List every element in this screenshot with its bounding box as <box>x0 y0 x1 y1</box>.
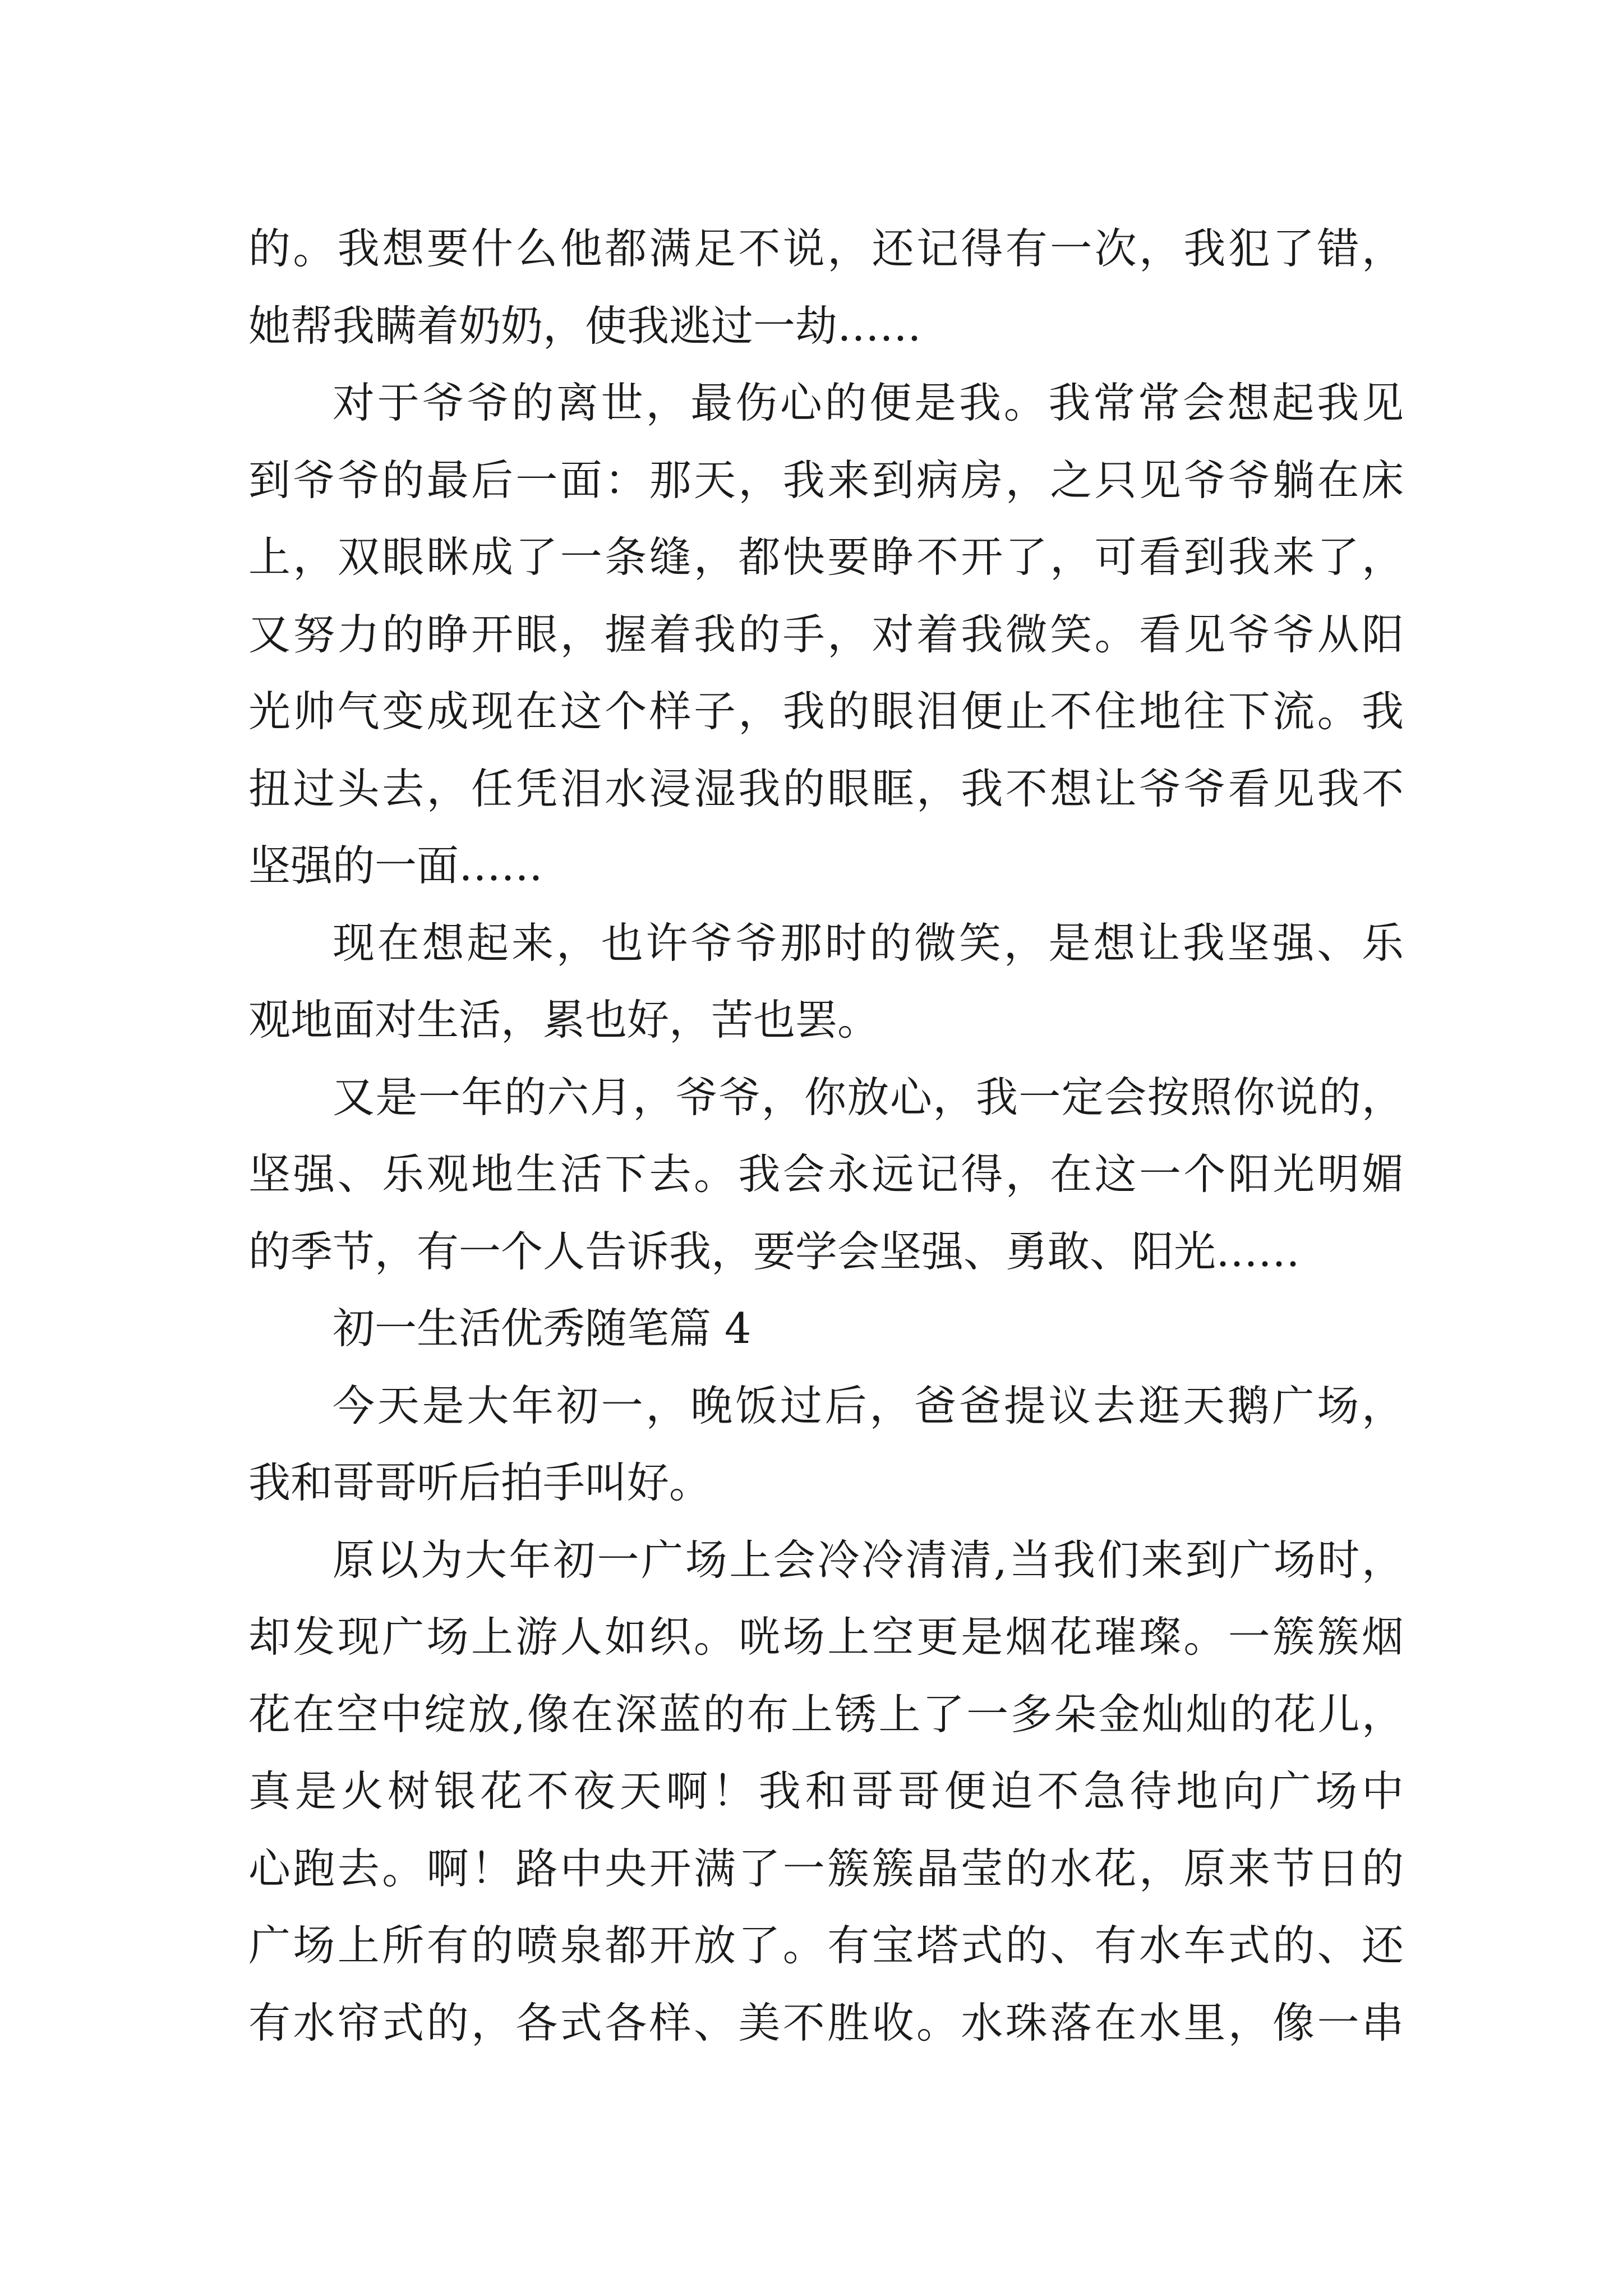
text-line: 的。我想要什么他都满足不说，还记得有一次，我犯了错， <box>248 224 1404 273</box>
text-line: 光帅气变成现在这个样子，我的眼泪便止不住地往下流。我 <box>248 687 1404 736</box>
text-line: 真是火树银花不夜天啊！我和哥哥便迫不急待地向广场中 <box>248 1766 1404 1816</box>
text-line: 心跑去。啊！路中央开满了一簇簇晶莹的水花，原来节日的 <box>248 1843 1404 1893</box>
text-line: 却发现广场上游人如织。咣场上空更是烟花璀璨。一簇簇烟 <box>248 1612 1404 1662</box>
text-line: 我和哥哥听后拍手叫好。 <box>248 1458 712 1507</box>
text-line: 又努力的睁开眼，握着我的手，对着我微笑。看见爷爷从阳 <box>248 609 1404 659</box>
body-text <box>248 210 1404 2062</box>
text-line: 上，双眼眯成了一条缝，都快要睁不开了，可看到我来了， <box>248 532 1404 582</box>
paragraph-start-line: 今天是大年初一，晚饭过后，爸爸提议去逛天鹅广场， <box>333 1381 1404 1430</box>
text-line: 广场上所有的喷泉都开放了。有宝塔式的、有水车式的、还 <box>248 1921 1404 1970</box>
paragraph-start-line: 对于爷爷的离世，最伤心的便是我。我常常会想起我见 <box>333 378 1404 427</box>
text-line: 扭过头去，任凭泪水浸湿我的眼眶，我不想让爷爷看见我不 <box>248 763 1404 813</box>
text-line: 她帮我瞒着奶奶，使我逃过一劫…… <box>248 301 922 351</box>
text-line: 花在空中绽放,像在深蓝的布上锈上了一多朵金灿灿的花儿， <box>248 1689 1404 1739</box>
text-line: 的季节，有一个人告诉我，要学会坚强、勇敢、阳光…… <box>248 1226 1301 1276</box>
text-line: 到爷爷的最后一面：那天，我来到病房，之只见爷爷躺在床 <box>248 455 1404 505</box>
text-line: 坚强、乐观地生活下去。我会永远记得，在这一个阳光明媚 <box>248 1149 1404 1199</box>
paragraph-start-line: 原以为大年初一广场上会冷冷清清,当我们来到广场时， <box>333 1535 1404 1585</box>
text-line: 坚强的一面…… <box>248 841 543 890</box>
text-line: 有水帘式的，各式各样、美不胜收。水珠落在水里，像一串 <box>248 1998 1404 2047</box>
section-heading: 初一生活优秀随笔篇 4 <box>333 1304 751 1353</box>
text-line: 观地面对生活，累也好，苦也罢。 <box>248 995 880 1045</box>
paragraph-start-line: 现在想起来，也许爷爷那时的微笑，是想让我坚强、乐 <box>333 918 1404 968</box>
paragraph-start-line: 又是一年的六月，爷爷，你放心，我一定会按照你说的， <box>333 1072 1404 1122</box>
